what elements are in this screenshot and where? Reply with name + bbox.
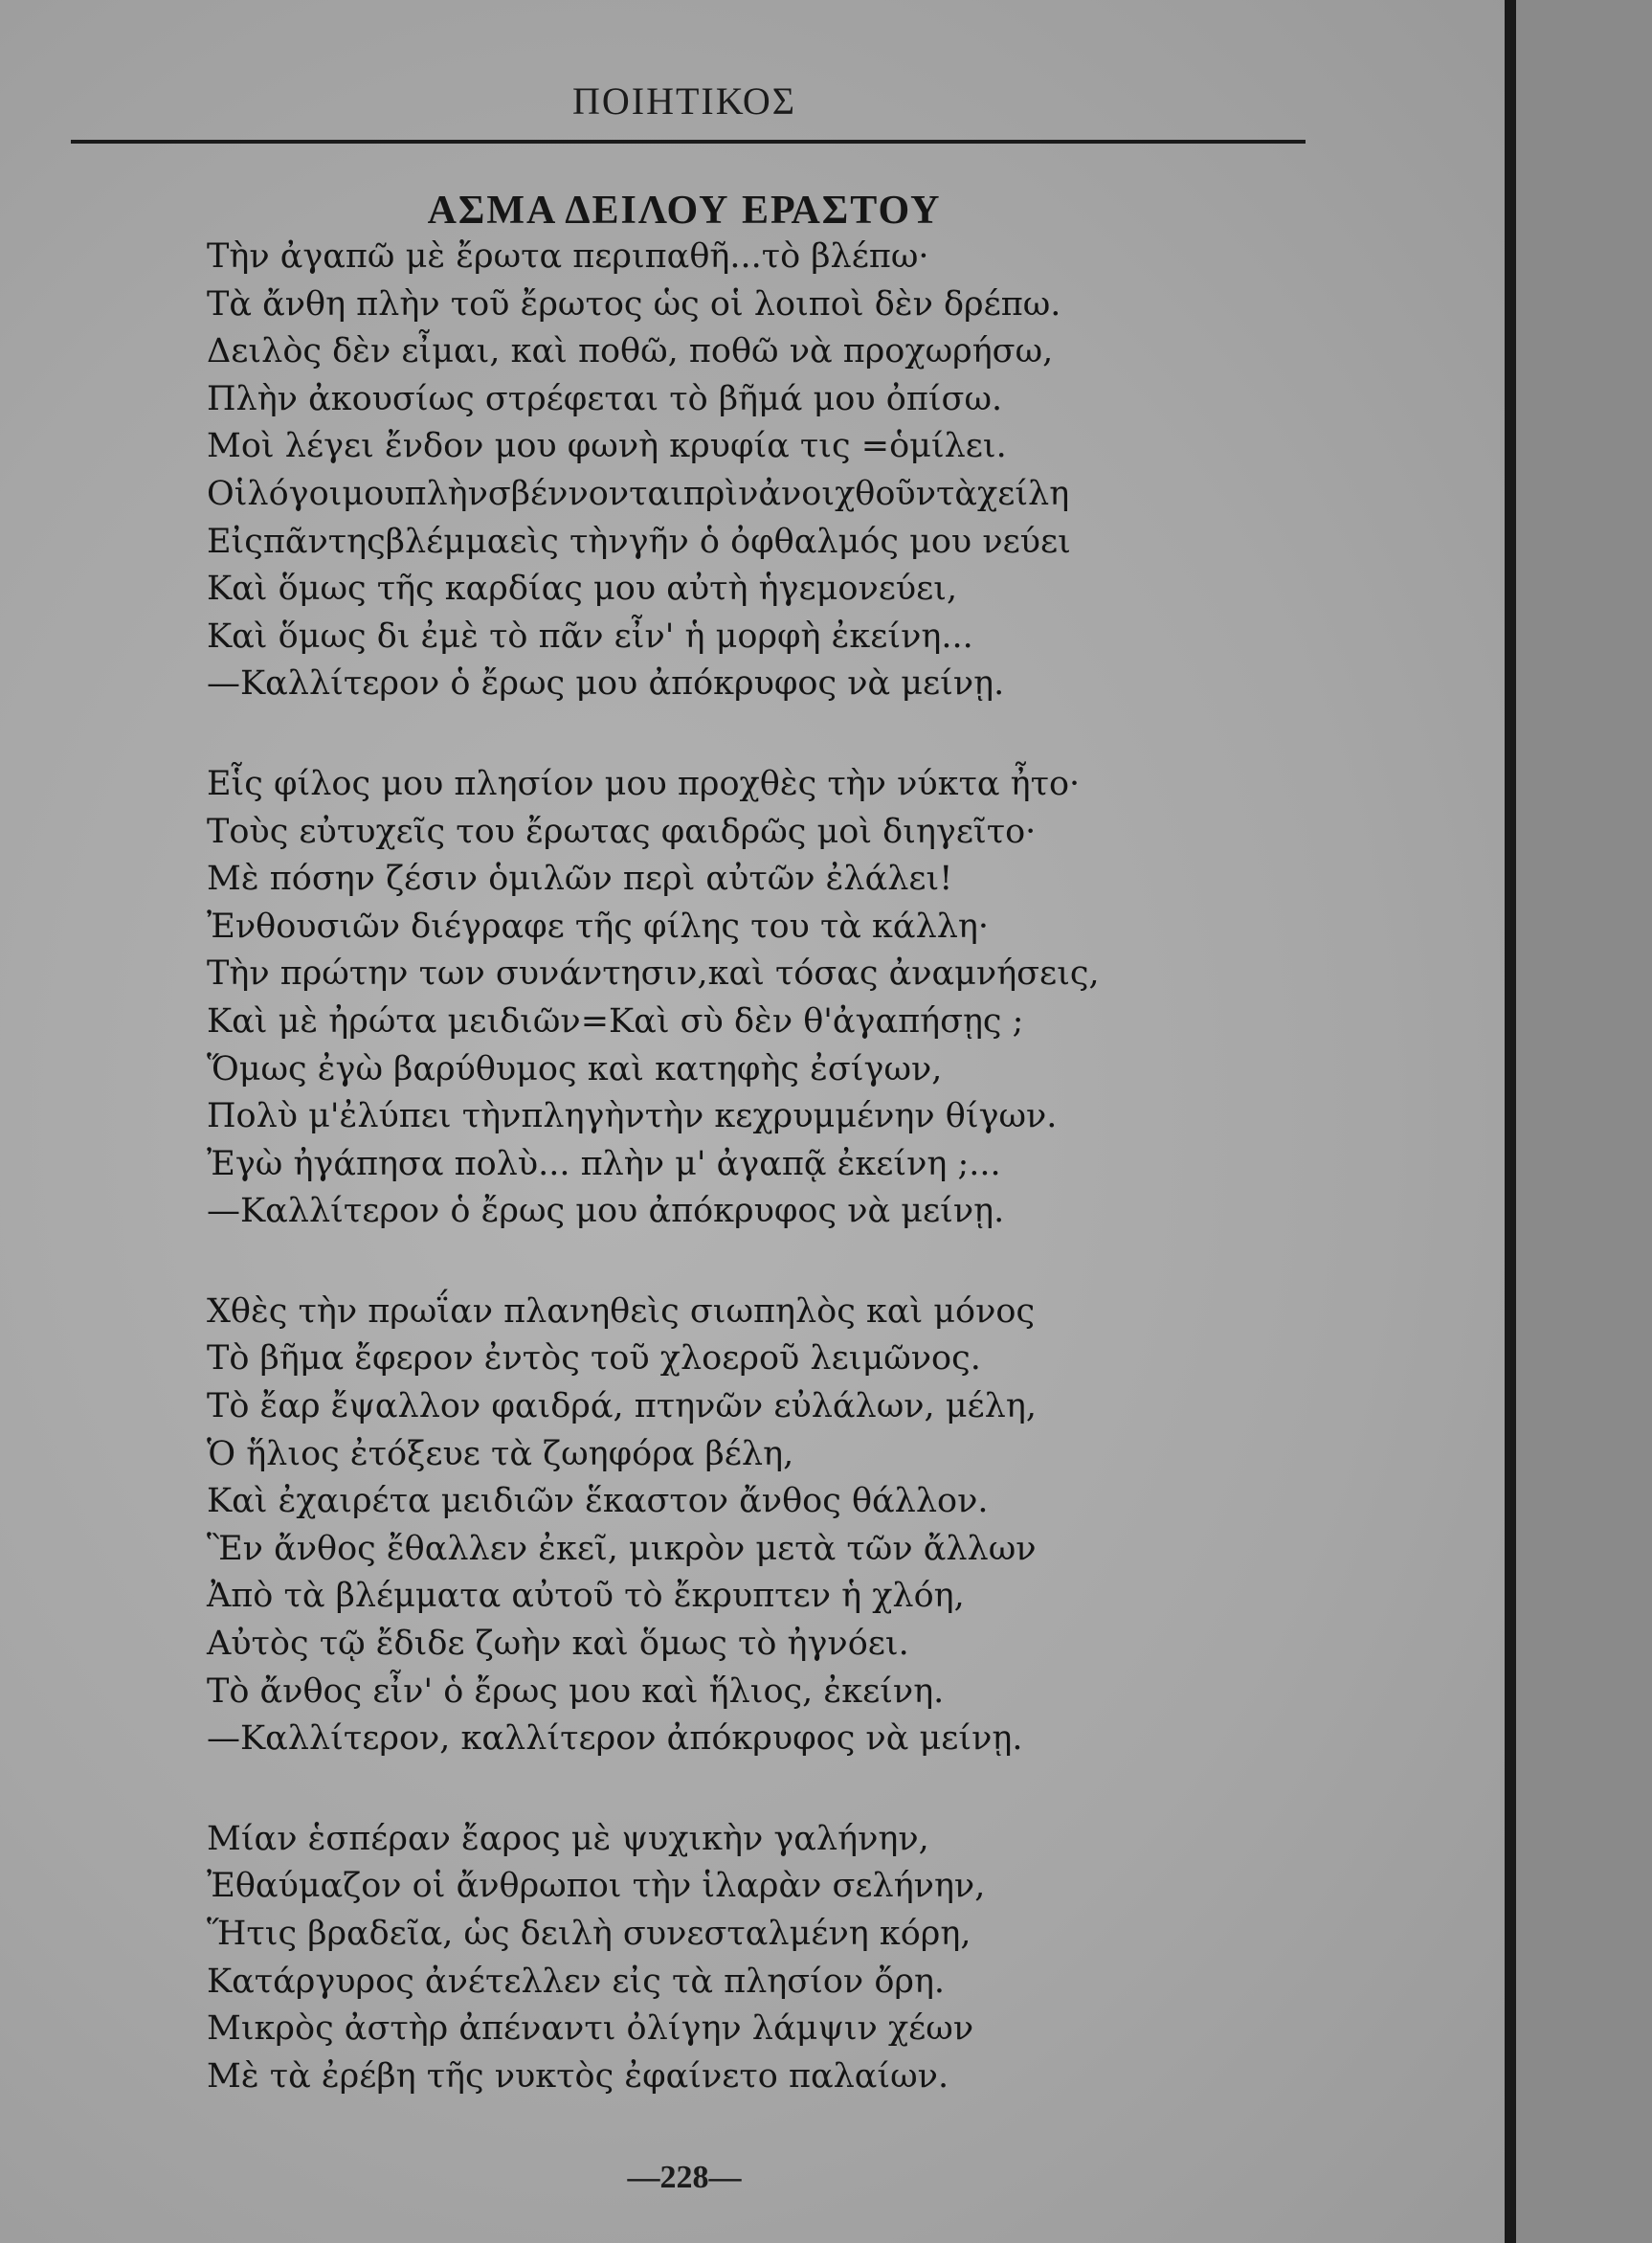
verse-line: Ὁ ἥλιος ἐτόξευε τὰ ζωηφόρα βέλη, <box>207 1434 794 1473</box>
refrain-line: —Καλλίτερον ὁ ἔρως μου ἀπόκρυφος νὰ μείνῃ. <box>207 664 1005 704</box>
verse-line: Καὶ ὅμως δι ἐμὲ τὸ πᾶν εἶν' ἡ μορφὴ ἐκείνη... <box>207 617 973 656</box>
verse-line: Μίαν ἑσπέραν ἔαρος μὲ ψυχικὴν γαλήνην, <box>207 1819 929 1858</box>
verse-line: Οἱλόγοιμουπλὴνσβέννονταιπρὶνἀνοιχθοῦντὰχείλη <box>207 474 1070 513</box>
stanza-4 <box>207 1816 1193 2101</box>
verse-line: Μὲ πόσην ζέσιν ὁμιλῶν περὶ αὐτῶν ἐλάλει! <box>207 860 953 899</box>
verse-line: Τὴν πρώτην των συνάντησιν,καὶ τόσας ἀναμνήσεις, <box>207 954 1100 994</box>
refrain-line: —Καλλίτερον, καλλίτερον ἀπόκρυφος νὰ μείνῃ. <box>207 1719 1023 1759</box>
verse-line: Εἰςπᾶντηςβλέμμαεὶς τὴνγῆν ὁ ὀφθαλμός μου νεύει <box>207 522 1071 561</box>
poem-body <box>207 234 1193 2153</box>
verse-line: Τοὺς εὐτυχεῖς του ἔρωτας φαιδρῶς μοὶ διηγεῖτο· <box>207 812 1037 851</box>
stanza-1 <box>207 234 1193 708</box>
verse-line: Πολὺ μ'ἐλύπει τὴνπληγὴντὴν κεχρυμμένην θίγων. <box>207 1097 1058 1136</box>
verse-line: Τὸ ἔαρ ἔψαλλον φαιδρά, πτηνῶν εὐλάλων, μέλη, <box>207 1387 1037 1426</box>
verse-line: Μὲ τὰ ἐρέβη τῆς νυκτὸς ἐφαίνετο παλαίων. <box>207 2056 949 2096</box>
verse-line: Τὰ ἄνθη πλὴν τοῦ ἔρωτος ὡς οἱ λοιποὶ δὲν δρέπω. <box>207 284 1061 324</box>
verse-line: Κατάργυρος ἀνέτελλεν εἰς τὰ πλησίον ὄρη. <box>207 1962 946 2001</box>
verse-line: Τὴν ἀγαπῶ μὲ ἔρωτα περιπαθῆ...τὸ βλέπω· <box>207 237 929 276</box>
verse-line: Ἥτις βραδεῖα, ὡς δειλὴ συνεσταλμένη κόρη, <box>207 1915 971 1953</box>
verse-line: Ὅμως ἐγὼ βαρύθυμος καὶ κατηφὴς ἐσίγων, <box>207 1049 943 1088</box>
header-rule <box>71 140 1306 144</box>
verse-line: Τὸ ἄνθος εἶν' ὁ ἔρως μου καὶ ἥλιος, ἐκείνη. <box>207 1671 945 1711</box>
verse-line: Μικρὸς ἀστὴρ ἀπέναντι ὀλίγην λάμψιν χέων <box>207 2009 974 2049</box>
running-head: ΠΟΙΗΤΙΚΟΣ <box>571 79 797 123</box>
verse-line: Χθὲς τὴν πρωΐαν πλανηθεὶς σιωπηλὸς καὶ μόνος <box>207 1291 1036 1331</box>
verse-line: Καὶ μὲ ἠρώτα μειδιῶν=Καὶ σὺ δὲν θ'ἀγαπήσῃς ; <box>207 1001 1024 1041</box>
verse-line: Εἷς φίλος μου πλησίον μου προχθὲς τὴν νύκτα ἦτο· <box>207 764 1081 803</box>
verse-line: Ἐνθουσιῶν διέγραφε τῆς φίλης του τὰ κάλλη· <box>207 907 990 946</box>
verse-line: Ἐγὼ ἠγάπησα πολὺ... πλὴν μ' ἀγαπᾷ ἐκείνη ;... <box>207 1144 1001 1183</box>
verse-line: Ἐθαύμαζον οἱ ἄνθρωποι τὴν ἱλαρὰν σελήνην, <box>207 1867 986 1906</box>
stanza-2 <box>207 761 1193 1236</box>
verse-line: Μοὶ λέγει ἔνδον μου φωνὴ κρυφία τις =ὁμίλει. <box>207 427 1007 466</box>
verse-line: Δειλὸς δὲν εἶμαι, καὶ ποθῶ, ποθῶ νὰ προχωρήσω, <box>207 332 1054 371</box>
verse-line: Ἓν ἄνθος ἔθαλλεν ἐκεῖ, μικρὸν μετὰ τῶν ἄλλων <box>207 1529 1037 1568</box>
verse-line: Καὶ ὅμως τῆς καρδίας μου αὐτὴ ἡγεμονεύει, <box>207 570 958 609</box>
poem-title: ΑΣΜΑ ΔΕΙΛΟΥ ΕΡΑΣΤΟΥ <box>427 189 942 233</box>
verse-line: Πλὴν ἀκουσίως στρέφεται τὸ βῆμά μου ὀπίσω. <box>207 379 1003 418</box>
verse-line: Καὶ ἐχαιρέτα μειδιῶν ἕκαστον ἄνθος θάλλον. <box>207 1482 989 1521</box>
verse-line: Τὸ βῆμα ἔφερον ἐντὸς τοῦ χλοεροῦ λειμῶνος. <box>207 1339 981 1379</box>
page-number: —228— <box>627 2160 742 2195</box>
facing-page-edge <box>1516 0 1652 2243</box>
book-gutter <box>1505 0 1516 2243</box>
refrain-line: —Καλλίτερον ὁ ἔρως μου ἀπόκρυφος νὰ μείνῃ. <box>207 1192 1005 1231</box>
verse-line: Ἀπὸ τὰ βλέμματα αὐτοῦ τὸ ἔκρυπτεν ἡ χλόη, <box>207 1577 965 1616</box>
stanza-3 <box>207 1289 1193 1763</box>
verse-line: Αὐτὸς τῷ ἔδιδε ζωὴν καὶ ὅμως τὸ ἠγνόει. <box>207 1625 909 1664</box>
